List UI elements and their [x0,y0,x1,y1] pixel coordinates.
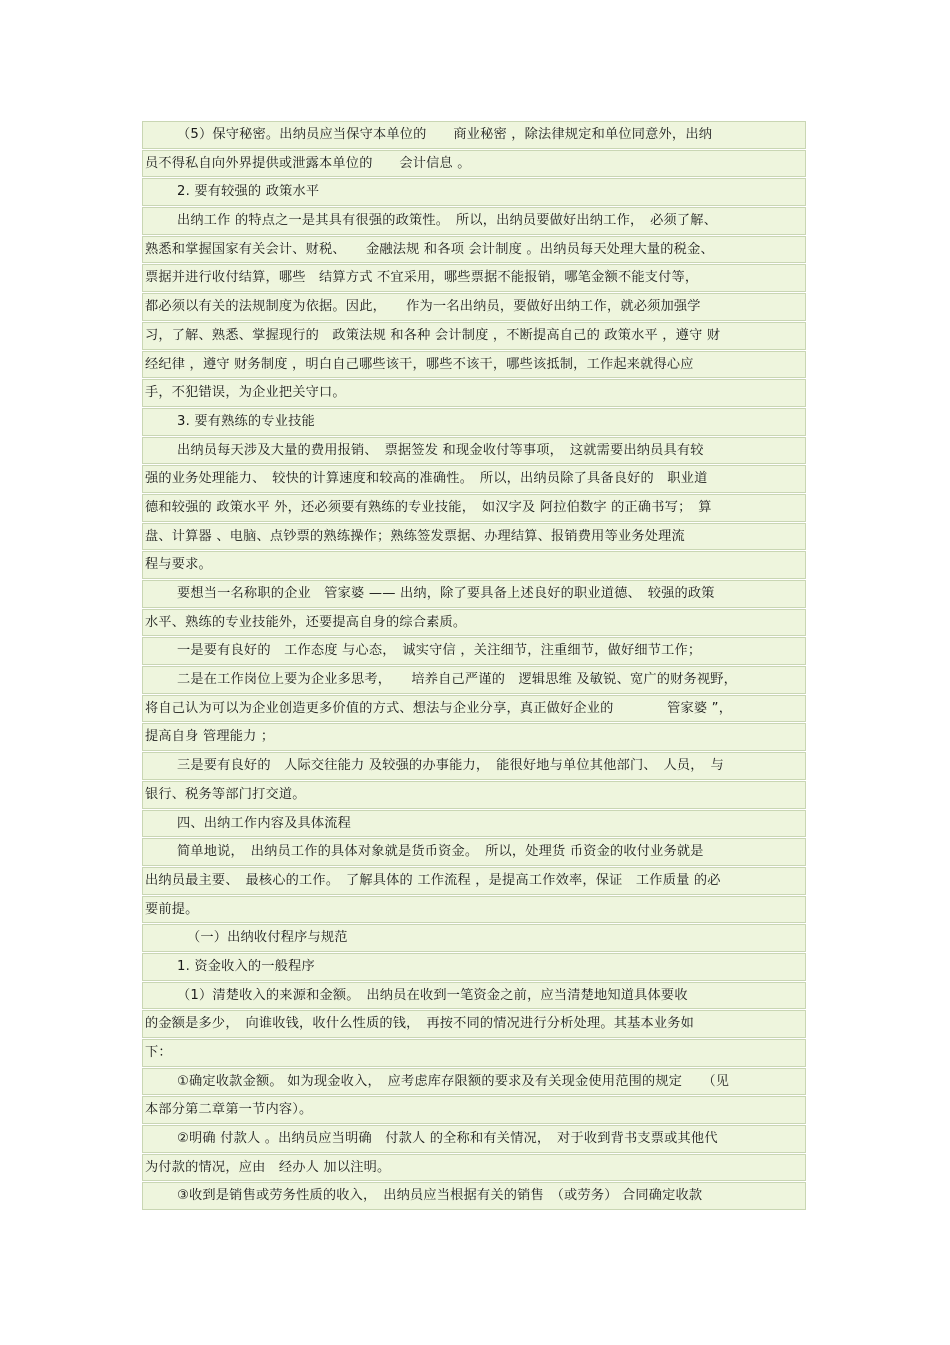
text-line: 强的业务处理能力、 较快的计算速度和较高的准确性。 所以，出纳员除了具备良好的 职业道 [142,465,806,493]
text-line: 水平、熟练的专业技能外，还要提高自身的综合素质。 [142,609,806,637]
text-line: （5）保守秘密。出纳员应当保守本单位的 商业秘密 ，除法律规定和单位同意外，出纳 [142,121,806,149]
text-line: 1. 资金收入的一般程序 [142,953,806,981]
document-body [142,121,806,1211]
text-line: 简单地说， 出纳员工作的具体对象就是货币资金。 所以，处理货 币资金的收付业务就是 [142,838,806,866]
text-line: 出纳员最主要、 最核心的工作。 了解具体的 工作流程 ，是提高工作效率，保证 工作质量 的必 [142,867,806,895]
text-line: 熟悉和掌握国家有关会计、财税、 金融法规 和各项 会计制度 。出纳员每天处理大量的税金、 [142,236,806,264]
text-line: 要想当一名称职的企业 管家婆 —— 出纳，除了要具备上述良好的职业道德、 较强的政策 [142,580,806,608]
text-line: 为付款的情况，应由 经办人 加以注明。 [142,1154,806,1182]
text-line: 将自己认为可以为企业创造更多价值的方式、想法与企业分享，真正做好企业的 管家婆 ”， [142,695,806,723]
text-line: 本部分第二章第一节内容）。 [142,1096,806,1124]
text-line: 一是要有良好的 工作态度 与心态， 诚实守信 ，关注细节，注重细节，做好细节工作； [142,637,806,665]
text-line: 盘、计算器 、电脑、点钞票的熟练操作；熟练签发票据、办理结算、报销费用等业务处理流 [142,523,806,551]
text-line: ②明确 付款人 。出纳员应当明确 付款人 的全称和有关情况， 对于收到背书支票或其他代 [142,1125,806,1153]
text-line: 3. 要有熟练的专业技能 [142,408,806,436]
text-line: 程与要求。 [142,551,806,579]
text-line: （1）清楚收入的来源和金额。 出纳员在收到一笔资金之前，应当清楚地知道具体要收 [142,982,806,1010]
text-line: 2. 要有较强的 政策水平 [142,178,806,206]
text-line: 四、出纳工作内容及具体流程 [142,810,806,838]
text-line: 出纳工作 的特点之一是其具有很强的政策性。 所以，出纳员要做好出纳工作， 必须了解、 [142,207,806,235]
text-line: （一）出纳收付程序与规范 [142,924,806,952]
text-line: 都必须以有关的法规制度为依据。因此， 作为一名出纳员，要做好出纳工作，就必须加强学 [142,293,806,321]
text-line: ①确定收款金额。 如为现金收入， 应考虑库存限额的要求及有关现金使用范围的规定 （见 [142,1068,806,1096]
text-line: 习，了解、熟悉、掌握现行的 政策法规 和各种 会计制度 ，不断提高自己的 政策水平 ，遵守 财 [142,322,806,350]
text-line: 出纳员每天涉及大量的费用报销、 票据签发 和现金收付等事项， 这就需要出纳员具有较 [142,437,806,465]
text-line: 德和较强的 政策水平 外，还必须要有熟练的专业技能， 如汉字及 阿拉伯数字 的正确书写； 算 [142,494,806,522]
text-line: 下： [142,1039,806,1067]
text-line: 要前提。 [142,896,806,924]
text-line: ③收到是销售或劳务性质的收入， 出纳员应当根据有关的销售 （或劳务） 合同确定收款 [142,1182,806,1210]
text-line: 二是在工作岗位上要为企业多思考， 培养自己严谨的 逻辑思维 及敏锐、宽广的财务视野， [142,666,806,694]
text-line: 的金额是多少， 向谁收钱，收什么性质的钱， 再按不同的情况进行分析处理。其基本业务如 [142,1010,806,1038]
text-line: 三是要有良好的 人际交往能力 及较强的办事能力， 能很好地与单位其他部门、 人员， 与 [142,752,806,780]
text-line: 票据并进行收付结算，哪些 结算方式 不宜采用，哪些票据不能报销，哪笔金额不能支付等， [142,264,806,292]
text-line: 员不得私自向外界提供或泄露本单位的 会计信息 。 [142,150,806,178]
text-line: 银行、税务等部门打交道。 [142,781,806,809]
text-line: 手，不犯错误，为企业把关守口。 [142,379,806,407]
text-line: 提高自身 管理能力 ； [142,723,806,751]
text-line: 经纪律 ，遵守 财务制度 ，明白自己哪些该干，哪些不该干，哪些该抵制，工作起来就得心应 [142,351,806,379]
